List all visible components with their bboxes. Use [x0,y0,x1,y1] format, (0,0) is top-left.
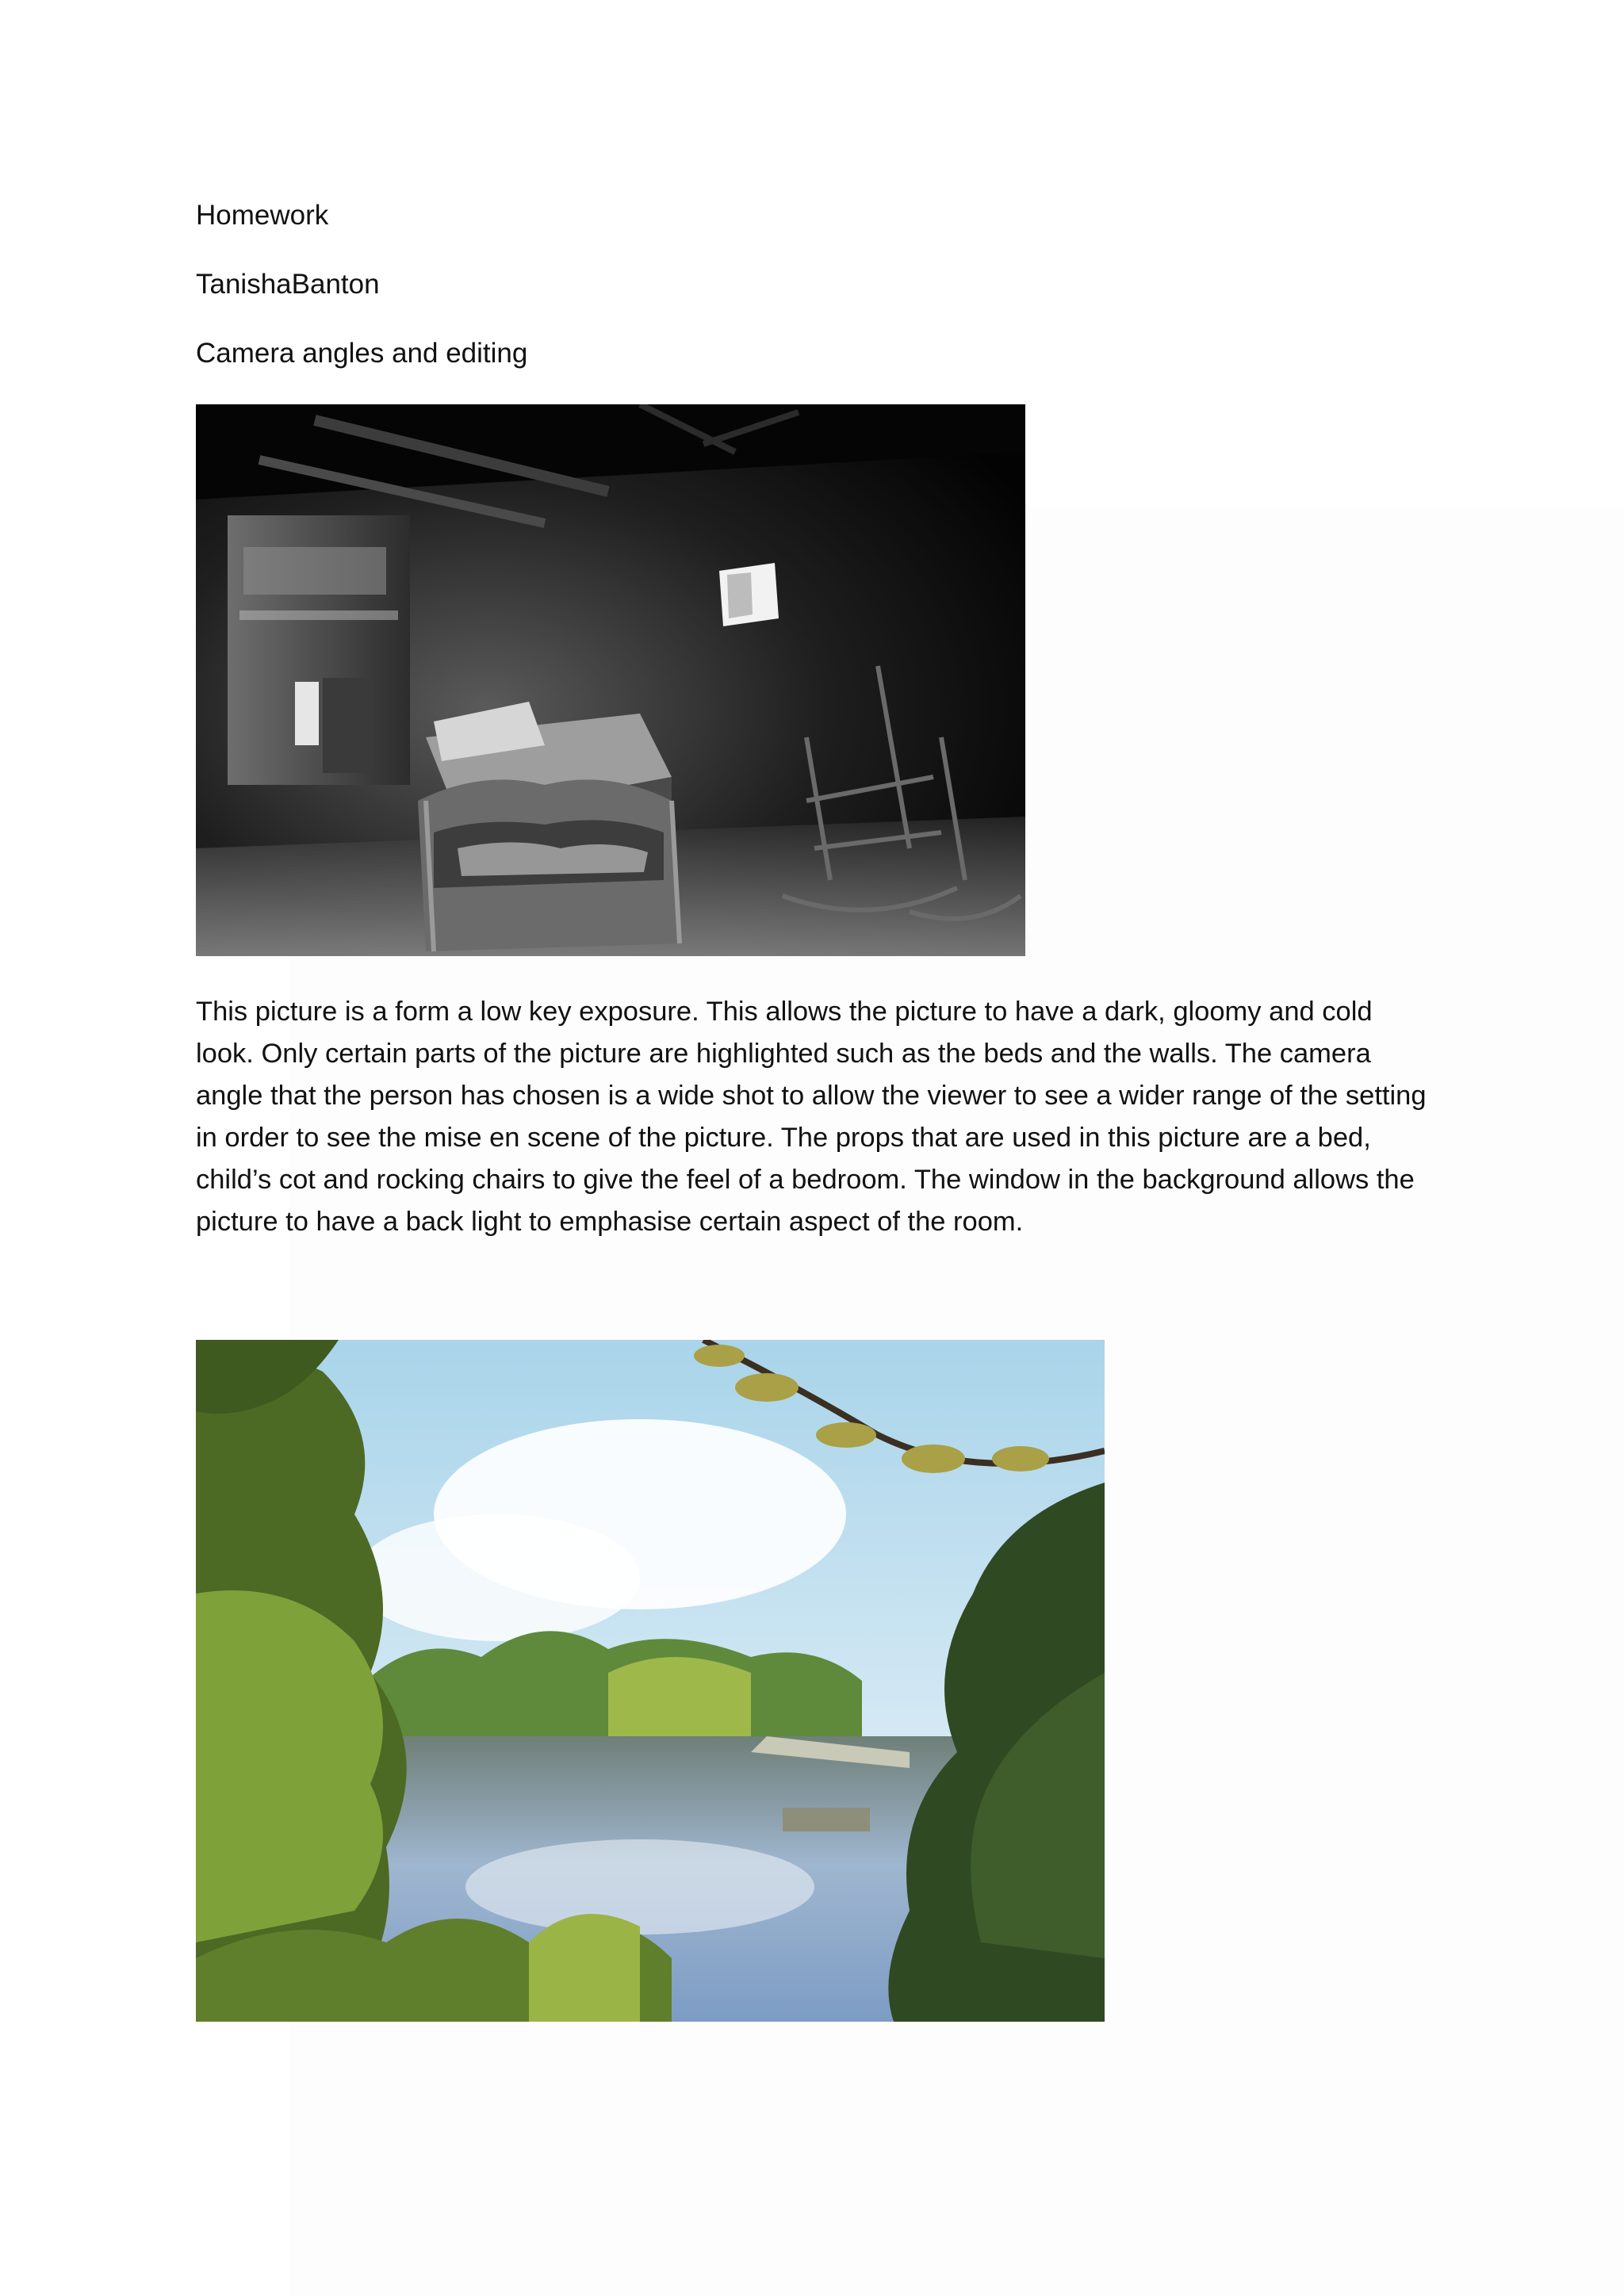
photo-analysis-paragraph: This picture is a form a low key exposure. This allows the picture to have a dark, gloomy and cold look. Only certain parts of the picture are highlighted such as the beds and the walls. The camera angle that the person has chosen is a wide shot to allow the viewer to see a wider range of the setting in order to see the mise en scene of the picture. The props that are used in this picture are a bed, child’s cot and rocking chairs to give the feel of a bedroom. The window in the background allows the picture to have a back light to emphasise certain aspect of the room. [196,997,1427,1237]
author-name: TanishaBanton [196,269,380,300]
subject-line: Camera angles and editing [196,338,528,369]
lake-landscape-photo [196,1340,1105,2022]
document-title: Homework [196,200,329,231]
low-key-bedroom-photo [196,404,1025,956]
